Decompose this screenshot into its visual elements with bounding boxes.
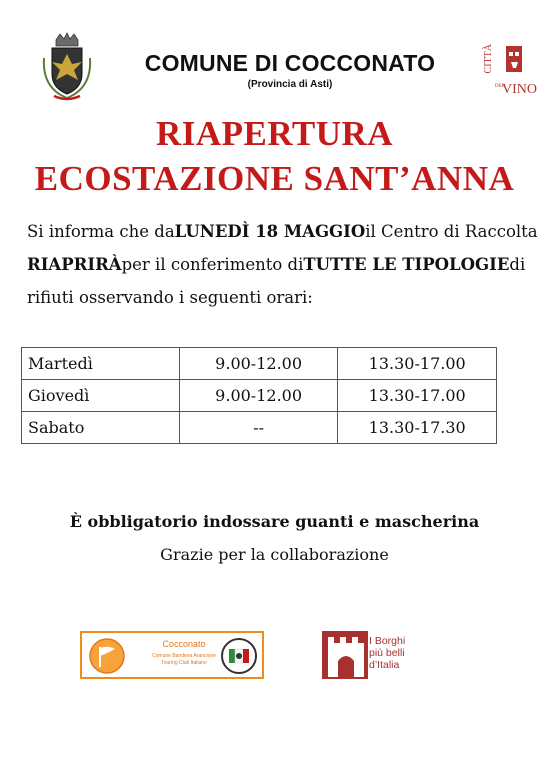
- orange-flag-sub1: Comune Bandiera Arancione: [152, 653, 216, 659]
- text-intro: Si informa che da: [27, 222, 175, 241]
- announcement-line-1: [27, 215, 538, 248]
- text-date: LUNEDÌ 18 MAGGIO: [174, 222, 366, 241]
- day-cell: Martedì: [22, 348, 180, 380]
- text-of: di: [509, 255, 526, 274]
- announcement-text: [27, 215, 538, 314]
- orange-flag-sub2: Touring Club Italiano: [161, 660, 207, 666]
- announcement-line-2: [27, 248, 526, 281]
- orange-flag-text: [134, 639, 234, 667]
- table-row: [22, 348, 497, 380]
- morning-cell: 9.00-12.00: [179, 380, 338, 412]
- text-all-types: TUTTE LE TIPOLOGIE: [303, 255, 510, 274]
- touring-club-seal-icon: [220, 637, 258, 675]
- mandatory-notice: È obbligatorio indossare guanti e mascherina: [69, 512, 480, 531]
- table-row: [22, 412, 497, 444]
- municipal-crest-icon: [38, 32, 96, 108]
- logo-text-del: DEL: [495, 84, 505, 89]
- table-row: [22, 380, 497, 412]
- day-cell: Sabato: [22, 412, 180, 444]
- text-schedule-intro: rifiuti osservando i seguenti orari:: [27, 288, 313, 307]
- borghi-line1: I Borghi: [369, 635, 406, 647]
- morning-cell: 9.00-12.00: [179, 348, 338, 380]
- borghi-text: [369, 635, 413, 671]
- borghi-line3: d’Italia: [369, 659, 400, 671]
- municipality-title: COMUNE DI COCCONATO: [144, 50, 436, 76]
- afternoon-cell: 13.30-17.30: [338, 412, 497, 444]
- province-subtitle: (Provincia di Asti): [247, 79, 333, 90]
- text-centre: il Centro di Raccolta: [365, 222, 538, 241]
- day-cell: Giovedì: [22, 380, 180, 412]
- borghi-line2: più belli: [369, 647, 405, 659]
- afternoon-cell: 13.30-17.00: [338, 380, 497, 412]
- logo-text-vino: VINO: [502, 82, 537, 97]
- morning-cell: --: [179, 412, 338, 444]
- thanks-notice: Grazie per la collaborazione: [160, 545, 389, 564]
- text-for: per il conferimento di: [121, 255, 304, 274]
- orange-flag-badge: [80, 631, 264, 679]
- afternoon-cell: 13.30-17.00: [338, 348, 497, 380]
- logo-text-citta: CITTÀ: [483, 44, 494, 74]
- main-title-line2: ECOSTAZIONE SANT’ANNA: [34, 159, 515, 198]
- main-title-line1: RIAPERTURA: [155, 114, 394, 153]
- orange-flag-town: Cocconato: [162, 639, 206, 649]
- text-reopen: RIAPRIRÀ: [27, 255, 122, 274]
- announcement-line-3: [27, 281, 522, 314]
- schedule-table: [21, 347, 497, 444]
- orange-flag-icon: [88, 637, 126, 675]
